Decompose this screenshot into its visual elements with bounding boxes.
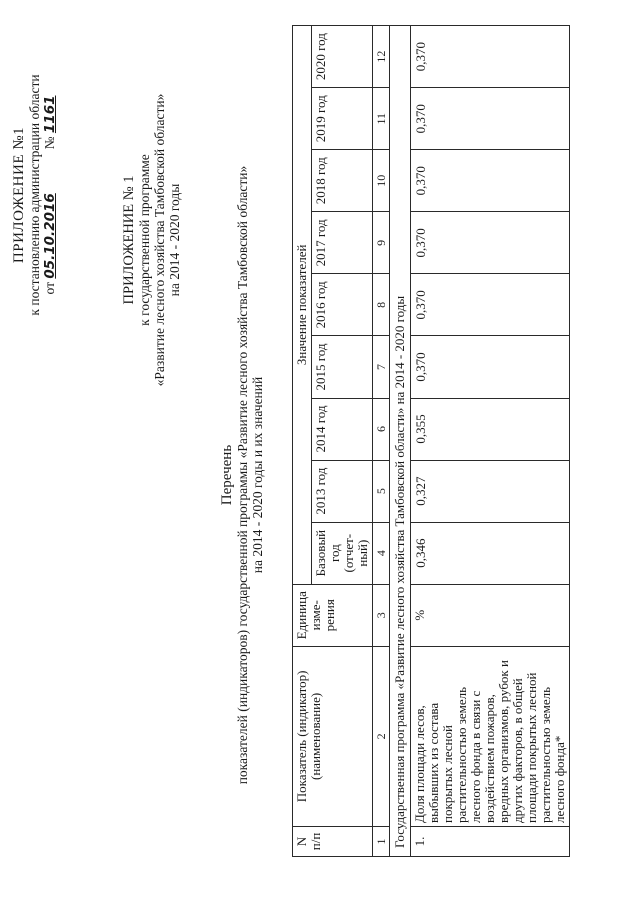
header-year: 2015 год: [312, 336, 373, 398]
from-label: от: [42, 282, 57, 295]
row-year-value: 0,355: [411, 398, 570, 460]
row-year-value: 0,370: [411, 150, 570, 212]
header-year: 2017 год: [312, 212, 373, 274]
program-appendix-block: [122, 45, 182, 435]
list-heading: Перечень: [219, 444, 235, 506]
column-number: 12: [373, 26, 390, 88]
row-base-value: 0,346: [411, 522, 570, 584]
decree-number: 1161: [42, 95, 58, 134]
list-title-block: [220, 105, 265, 845]
decree-line: [42, 45, 58, 345]
header-base-year: Базовый год (отчет-ный): [312, 522, 373, 584]
column-number: 5: [373, 460, 390, 522]
column-number: 3: [373, 584, 390, 646]
appendix-title: ПРИЛОЖЕНИЕ №1: [11, 126, 27, 264]
row-year-value: 0,370: [411, 26, 570, 88]
row-year-value: 0,370: [411, 88, 570, 150]
header-num: N п/п: [293, 826, 373, 856]
row-year-value: 0,370: [411, 336, 570, 398]
column-number: 8: [373, 274, 390, 336]
header-unit: Единица изме-рения: [293, 584, 373, 646]
program-appendix-line: «Развитие лесного хозяйства Тамбовской области»: [152, 93, 167, 387]
header-row: [293, 26, 312, 857]
table-row: [411, 26, 570, 857]
column-number: 7: [373, 336, 390, 398]
indicators-table: [292, 25, 570, 857]
column-number: 6: [373, 398, 390, 460]
row-number: 1.: [411, 826, 570, 856]
list-title-line: показателей (индикаторов) государственной программы «Развитие лесного хозяйства Тамбовской области»: [235, 165, 250, 785]
header-year: 2013 год: [312, 460, 373, 522]
column-number: 10: [373, 150, 390, 212]
section-row: [390, 26, 411, 857]
row-unit: %: [411, 584, 570, 646]
decree-date: 05.10.2016: [42, 193, 58, 279]
appendix-to-decree: к постановлению администрации области: [27, 74, 42, 316]
row-indicator: Доля площади лесов, выбывших из состава покрытых лесной растительностью земель лесного фонда в связи с воздействием пожаров, вредных организмов, рубок и других факторов, в общей площади покрытых лесной растительностью земель лесного фонда*: [411, 646, 570, 826]
appendix-block: [12, 45, 58, 345]
column-number: 11: [373, 88, 390, 150]
column-number: 4: [373, 522, 390, 584]
list-title-line: на 2014 - 2020 годы и их значений: [250, 376, 265, 574]
program-appendix-line: к государственной программе: [137, 154, 152, 326]
header-values-group: Значение показателей: [293, 26, 312, 585]
column-number: 1: [373, 826, 390, 856]
program-appendix-line: на 2014 - 2020 годы: [167, 183, 182, 297]
header-year: 2019 год: [312, 88, 373, 150]
row-year-value: 0,370: [411, 274, 570, 336]
header-year: 2014 год: [312, 398, 373, 460]
header-indicator: Показатель (индикатор) (наименование): [293, 646, 373, 826]
header-year: 2018 год: [312, 150, 373, 212]
row-year-value: 0,327: [411, 460, 570, 522]
section-title: Государственная программа «Развитие лесного хозяйства Тамбовской области» на 2014 - 2020 годы: [390, 26, 411, 857]
column-number: 2: [373, 646, 390, 826]
column-number-row: [373, 26, 390, 857]
header-year: 2020 год: [312, 26, 373, 88]
row-year-value: 0,370: [411, 212, 570, 274]
header-year: 2016 год: [312, 274, 373, 336]
program-appendix-title: ПРИЛОЖЕНИЕ № 1: [121, 175, 137, 305]
number-label: №: [42, 136, 57, 150]
column-number: 9: [373, 212, 390, 274]
